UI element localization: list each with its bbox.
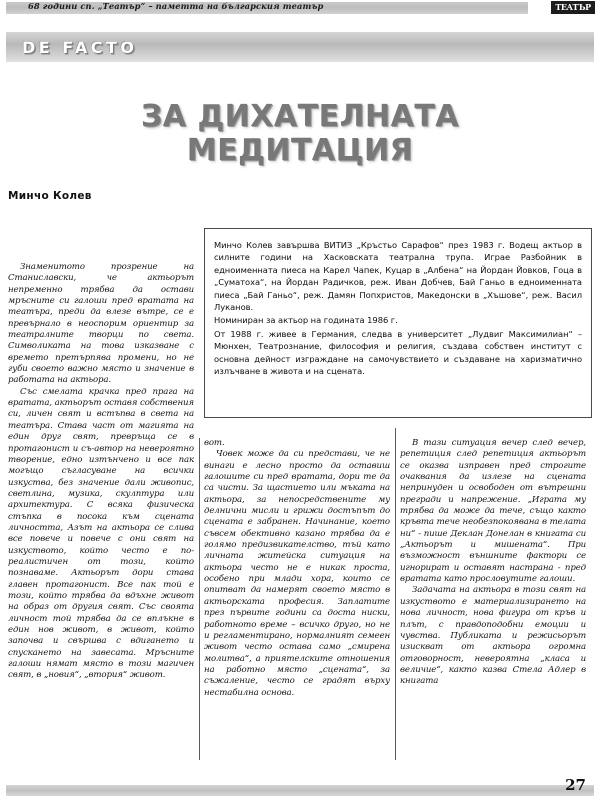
bio-paragraph: Минчо Колев завършва ВИТИЗ „Кръстьо Сарафов“ през 1983 г. Водещ актьор в силните години на Хасковската театрална трупа. Играе Разбойник в едноименната пиеса на Карел Чапек, Куцар в „Албена“ на Йордан Йовков, Гоца в „Суматоха“, на Йордан Радичков, реж. Иван Добчев, Бай Ганьо в едноименната пиеса „Бай Ганьо“, реж. Дамян Попхристов, Македонски в „Хъшове“, реж. Васил Луканов. (214, 240, 582, 313)
column-divider (199, 438, 200, 760)
footer-bar (6, 785, 594, 796)
body-continuation-word: вот. (204, 438, 225, 448)
magazine-logo: ТЕАТЪР (551, 1, 595, 14)
body-paragraph: Задачата на актьора в този свят на изкуството е материализирането на нова личност, нова фигура от кръв и плът, с правдоподобни емоции и чувства. Публиката и режисьорът изискват от актьора огромна отговорност, невероятна „класа и величие“, както казва Стела Адлер в книгата (400, 585, 586, 687)
article-headline (0, 100, 600, 168)
body-paragraph: Знаменитото прозрение на Станиславски, че актьорът непременно трябва да остави мръсните си галоши пред вратата на театъра, преди да влезе вътре, се е превърнало в неоспорим ориентир за театралните творци по света. Символиката на това изказване с времето претърпява промени, но не губи своето важно място и значение в работата на актьора. (8, 262, 194, 386)
bio-paragraph: От 1988 г. живее в Германия, следва в университет „Лудвиг Максимилиан“ – Мюнхен, Театрознание, философия и религия, създава собствен институт с основна дейност изграждане на самочувствието и създаване на харизматично излъчване в живота и на сцената. (214, 328, 582, 377)
body-column-1 (8, 262, 194, 760)
section-title: DE FACTO (22, 38, 138, 57)
bio-paragraph: Номиниран за актьор на годината 1986 г. (214, 315, 398, 326)
column-divider (395, 428, 396, 760)
page-number: 27 (565, 776, 586, 794)
author-bio-box (204, 228, 592, 418)
running-header (0, 0, 600, 16)
body-column-2 (204, 438, 390, 760)
body-paragraph: Със смелата крачка пред прага на вратата, актьорът оставя собствения си, личен свят и встъпва в света на театъра. Става част от магията на един друг свят, превръща се в протагонист и съ-автор на невероятно творение, едно изтънчено и все пак могъщо съгласуване на всички изкуства, без значение дали живопис, светлина, музика, скулптура или архитектура. С всяка физическа стъпка в посока към сцената личността, Азът на актьора се слива все повече и повече с они свят на изкуството, който често е по-реалистичен от този, който познаваме. Актьорът дори става главен протагонист. Все пак той е този, който трябва да вдъхне живот на образ от другия свят. Със своята личност той трябва да се вплъкне в един нов живот, в живот, който започва и свършва с вдигането и спускането на завесата. Мръсните галоши нямат място в този магичен свят, в „новия“, „втория“ живот. (8, 386, 194, 681)
running-header-text: 68 години сп. „Театър“ – паметта на българския театър (28, 1, 324, 11)
body-column-3 (400, 438, 586, 760)
body-paragraph: Човек може да си представи, че не винаги е лесно просто да оставиш галошите си пред вратата, дори те да са чисти. За щастието или мъката на актьора, за непосредствените му делнични мисли и грижи достъпът до сцената е забранен. Начинание, което съвсем обективно казано трябва да е голямо предизвикателство, тъй като личната житейска ситуация на актьора често не е никак проста, особено при млади хора, които се опитват да намерят своето място в актьорската професия. Заплатите през първите години са доста ниски, работното време – всичко друго, но не и регламентирано, нормалният семеен живот често остава само „смирена молитва“, а приятелските отношения на работно място „сцената“, за съжаление, често се градят върху нестабилна основа. (204, 449, 390, 698)
headline-line-1: ЗА ДИХАТЕЛНАТА (140, 99, 460, 134)
article-author: Минчо Колев (8, 190, 92, 202)
body-paragraph: В тази ситуация вечер след вечер, репетиция след репетиция актьорът се оказва изправен пред строгите очаквания да излезе на сцената непринуден и освободен от вътрешни прегради и напрежение. „Играта му трябва да може да тече, също както кръвта тече необезпокоявана в телата ни“ - пише Деклан Донелан в книгата си „Актьорът и мишената“. При възможност външните фактори се игнорират и оставят настрана - пред вратата като прословутите галоши. (400, 438, 586, 585)
headline-line-2: МЕДИТАЦИЯ (186, 133, 414, 168)
